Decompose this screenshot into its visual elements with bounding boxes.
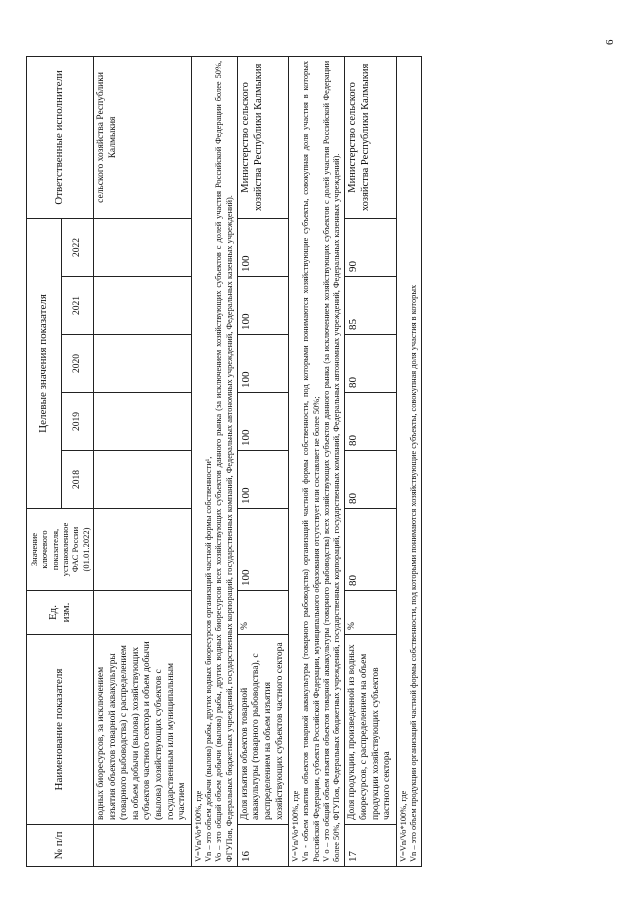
header-year: 2020	[62, 335, 94, 393]
header-year: 2022	[62, 218, 94, 276]
row-value-2022	[94, 218, 192, 276]
row-name: Доля изъятия объектов товарной аквакультуры (товарного рыбоводства), с распределением на объем изъятия хозяйствующих субъектов частного сектора	[237, 635, 288, 825]
header-responsible: Ответственные исполнители	[27, 56, 94, 218]
header-year: 2021	[62, 277, 94, 335]
row-responsible: Министерство сельского хозяйства Республики Калмыкия	[345, 56, 396, 218]
row-key-value: 80	[345, 509, 396, 591]
formula-note	[289, 56, 345, 866]
formula-line: V o – это общий объем изъятия объектов товарной аквакультуры (товарного рыбоводства) всех хозяйствующих субъектов данного рынка (за исключением хозяйствующих субъектов с долей участия Российской Федерации более 50%, ФГУПов, Федеральных бюджетных учреждений, государственных корпораций, государственных компаний, Федеральных автономных учреждений, Федеральных казенных учреждений).	[321, 60, 342, 862]
formula-line: Vn – это объем продукции организаций частной формы собственности, под которыми понимаются хозяйствующие субъекты, совокупная доля участия в которых	[408, 284, 418, 862]
row-name: водных биоресурсов, за исключением изъятия объектов товарной аквакультуры (товарного рыбоводства) с распределением на объем добычи (вылова) хозяйствующих субъектов частного сектора и объем добычи (вылова) хозяйствующих субъектов с государственным или муниципальным участием	[94, 635, 192, 825]
row-value-2020: 80	[345, 335, 396, 393]
row-value-2022: 90	[345, 218, 396, 276]
header-year: 2018	[62, 451, 94, 509]
formula-line: Vn – это объем добычи (вылова) рыбы, других водных биоресурсов организаций частной формы собственности¹,	[204, 456, 214, 862]
row-key-value: 100	[237, 509, 288, 591]
header-year: 2019	[62, 393, 94, 451]
header-row-1	[27, 56, 62, 866]
row-num: 17	[345, 825, 396, 867]
row-value-2021: 85	[345, 277, 396, 335]
row-unit	[94, 591, 192, 635]
formula-line: V=Vn/Vo*100%, где	[398, 790, 408, 862]
header-name: Наименование показателя	[27, 635, 94, 825]
row-value-2019: 100	[237, 393, 288, 451]
table-row	[94, 56, 192, 866]
formula-line: Vn - объем изъятия объектов товарной аквакультуры (товарного рыбоводства) организаций частной формы собственности, под которыми понимаются хозяйствующие субъекты, совокупная доля участия в которых Российской Федерации, субъекта Российской Федерации, муниципального образования отсутствует или составляет не более 50%;	[301, 60, 321, 862]
formula-line: V=Vn/Vo*100%, где	[193, 790, 203, 862]
formula-line: Vo – это общий объем добычи (вылова) рыбы, других водных биоресурсов всех хозяйствующих субъектов данного рынка (за исключением хозяйствующих субъектов с долей участия Российской Федерации более 50%, ФГУПов, Федеральных бюджетных учреждений, государственных корпораций, государственных компаний, Федеральных автономных учреждений, Федеральных казенных учреждений).	[214, 60, 234, 862]
header-unit: Ед. изм.	[27, 591, 94, 635]
row-value-2020	[94, 335, 192, 393]
indicators-table	[26, 56, 422, 867]
formula-row	[191, 56, 237, 866]
formula-row	[396, 56, 422, 866]
row-name: Доля продукции, произведенной из водных биоресурсов, с распределением на объем продукции хозяйствующих субъектов частного сектора	[345, 635, 396, 825]
page-number: 6	[604, 39, 616, 45]
row-value-2018: 100	[237, 451, 288, 509]
formula-line: V=Vn/Vo*100%, где	[291, 790, 301, 862]
header-key-value: Значение ключевого показателя, установленное ФАС России (01.01.2022)	[27, 509, 94, 591]
row-value-2020: 100	[237, 335, 288, 393]
row-value-2018: 80	[345, 451, 396, 509]
formula-note	[396, 56, 422, 866]
row-num: 16	[237, 825, 288, 867]
row-responsible: сельского хозяйства Республики Калмыкия	[94, 56, 192, 218]
row-responsible: Министерство сельского хозяйства Республики Калмыкия	[237, 56, 288, 218]
header-num: № п/п	[27, 825, 94, 867]
row-key-value	[94, 509, 192, 591]
row-value-2019	[94, 393, 192, 451]
row-num	[94, 825, 192, 867]
table-row	[345, 56, 396, 866]
row-value-2021	[94, 277, 192, 335]
header-targets: Целевые значения показателя	[27, 218, 62, 508]
formula-row	[289, 56, 345, 866]
row-value-2019: 80	[345, 393, 396, 451]
row-unit: %	[345, 591, 396, 635]
formula-note	[191, 56, 237, 866]
row-value-2022: 100	[237, 218, 288, 276]
table-row	[237, 56, 288, 866]
row-unit: %	[237, 591, 288, 635]
row-value-2018	[94, 451, 192, 509]
row-value-2021: 100	[237, 277, 288, 335]
